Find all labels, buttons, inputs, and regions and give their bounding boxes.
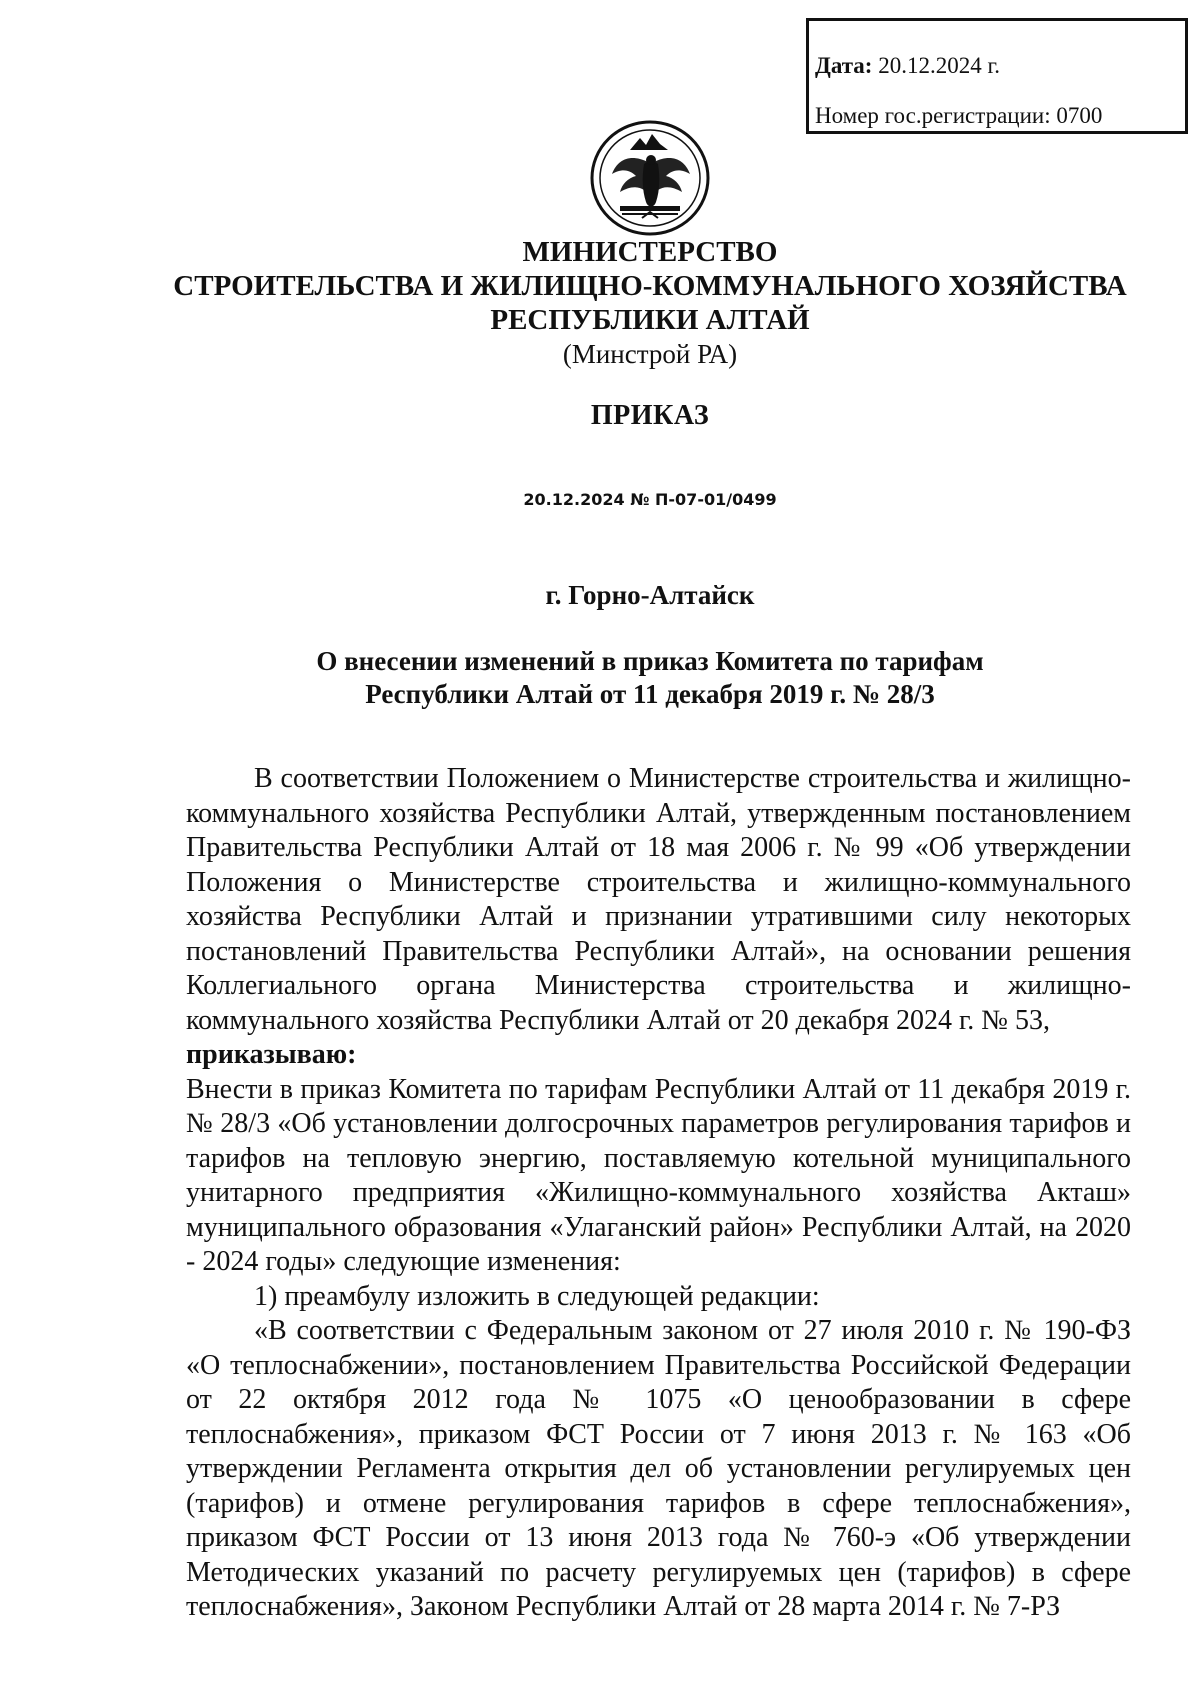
- ministry-header: [0, 235, 1200, 371]
- body-order-word: приказываю:: [186, 1039, 357, 1070]
- body-item1-paragraph: [186, 1280, 1131, 1315]
- body-preamble-paragraph: [186, 762, 1131, 1038]
- body-order-paragraph: [186, 1038, 1131, 1073]
- body-item1: 1) преамбулу изложить в следующей редакции:: [254, 1280, 820, 1312]
- document-body: [186, 762, 1131, 1625]
- registration-date-value: 20.12.2024 г.: [878, 53, 1001, 78]
- ministry-title-line2: СТРОИТЕЛЬСТВА И ЖИЛИЩНО-КОММУНАЛЬНОГО ХОЗЯЙСТВА: [173, 270, 1127, 302]
- ministry-title-line3: РЕСПУБЛИКИ АЛТАЙ: [490, 304, 810, 336]
- document-number: 20.12.2024 № П-07-01/0499: [523, 490, 777, 509]
- body-main-paragraph: [186, 1073, 1131, 1280]
- document-city: г. Горно-Алтайск: [545, 580, 755, 610]
- registration-number-line: [815, 91, 1185, 141]
- registration-stamp: [806, 18, 1188, 134]
- registration-date-label: Дата:: [815, 53, 873, 78]
- body-item1-text-paragraph: [186, 1314, 1131, 1625]
- ministry-short-name: (Минстрой РА): [562, 339, 738, 369]
- body-item1-text: «В соответствии с Федеральным законом от 27 июля 2010 г. № 190-ФЗ «О теплоснабжении», постановлением Правительства Российской Федерации от 22 октября 2012 года № 1075 «О ценообразовании в сфере теплоснабжения», приказом ФСТ России от 7 июня 2013 г. № 163 «Об утверждении Регламента открытия дел об установлении регулируемых цен (тарифов) и отмене регулирования тарифов в сфере теплоснабжения», приказом ФСТ России от 13 июня 2013 года № 760-э «Об утверждении Методических указаний по расчету регулируемых цен (тарифов) в сфере теплоснабжения», Законом Республики Алтай от 28 марта 2014 г. № 7-РЗ: [186, 1315, 1131, 1622]
- registration-number-value: 0700: [1056, 103, 1103, 128]
- body-preamble: В соответствии Положением о Министерстве строительства и жилищно-коммунального хозяйства Республики Алтай, утвержденным постановлением Правительства Республики Алтай от 18 мая 2006 г. № 99 «Об утверждении Положения о Министерстве строительства и жилищно-коммунального хозяйства Республики Алтай и признании утратившими силу некоторых постановлений Правительства Республики Алтай», на основании решения Коллегиального органа Министерства строительства и жилищно-коммунального хозяйства Республики Алтай от 20 декабря 2024 г. № 53,: [186, 763, 1131, 1036]
- registration-date-line: [815, 41, 1185, 91]
- document-subject-line1: О внесении изменений в приказ Комитета по тарифам: [316, 646, 984, 676]
- ministry-title-line1: МИНИСТЕРСТВО: [522, 236, 778, 268]
- document-subject-line2: Республики Алтай от 11 декабря 2019 г. № 28/3: [365, 679, 935, 709]
- document-subject: [0, 645, 1200, 711]
- registration-number-label: Номер гос.регистрации:: [815, 103, 1051, 128]
- republic-altai-coat-of-arms-icon: [582, 118, 718, 236]
- document-type: ПРИКАЗ: [590, 400, 710, 431]
- body-main: Внести в приказ Комитета по тарифам Республики Алтай от 11 декабря 2019 г. № 28/3 «Об установлении долгосрочных параметров регулирования тарифов и тарифов на тепловую энергию, поставляемую котельной муниципального унитарного предприятия «Жилищно-коммунального хозяйства Акташ» муниципального образования «Улаганский район» Республики Алтай, на 2020 - 2024 годы» следующие изменения:: [186, 1073, 1131, 1277]
